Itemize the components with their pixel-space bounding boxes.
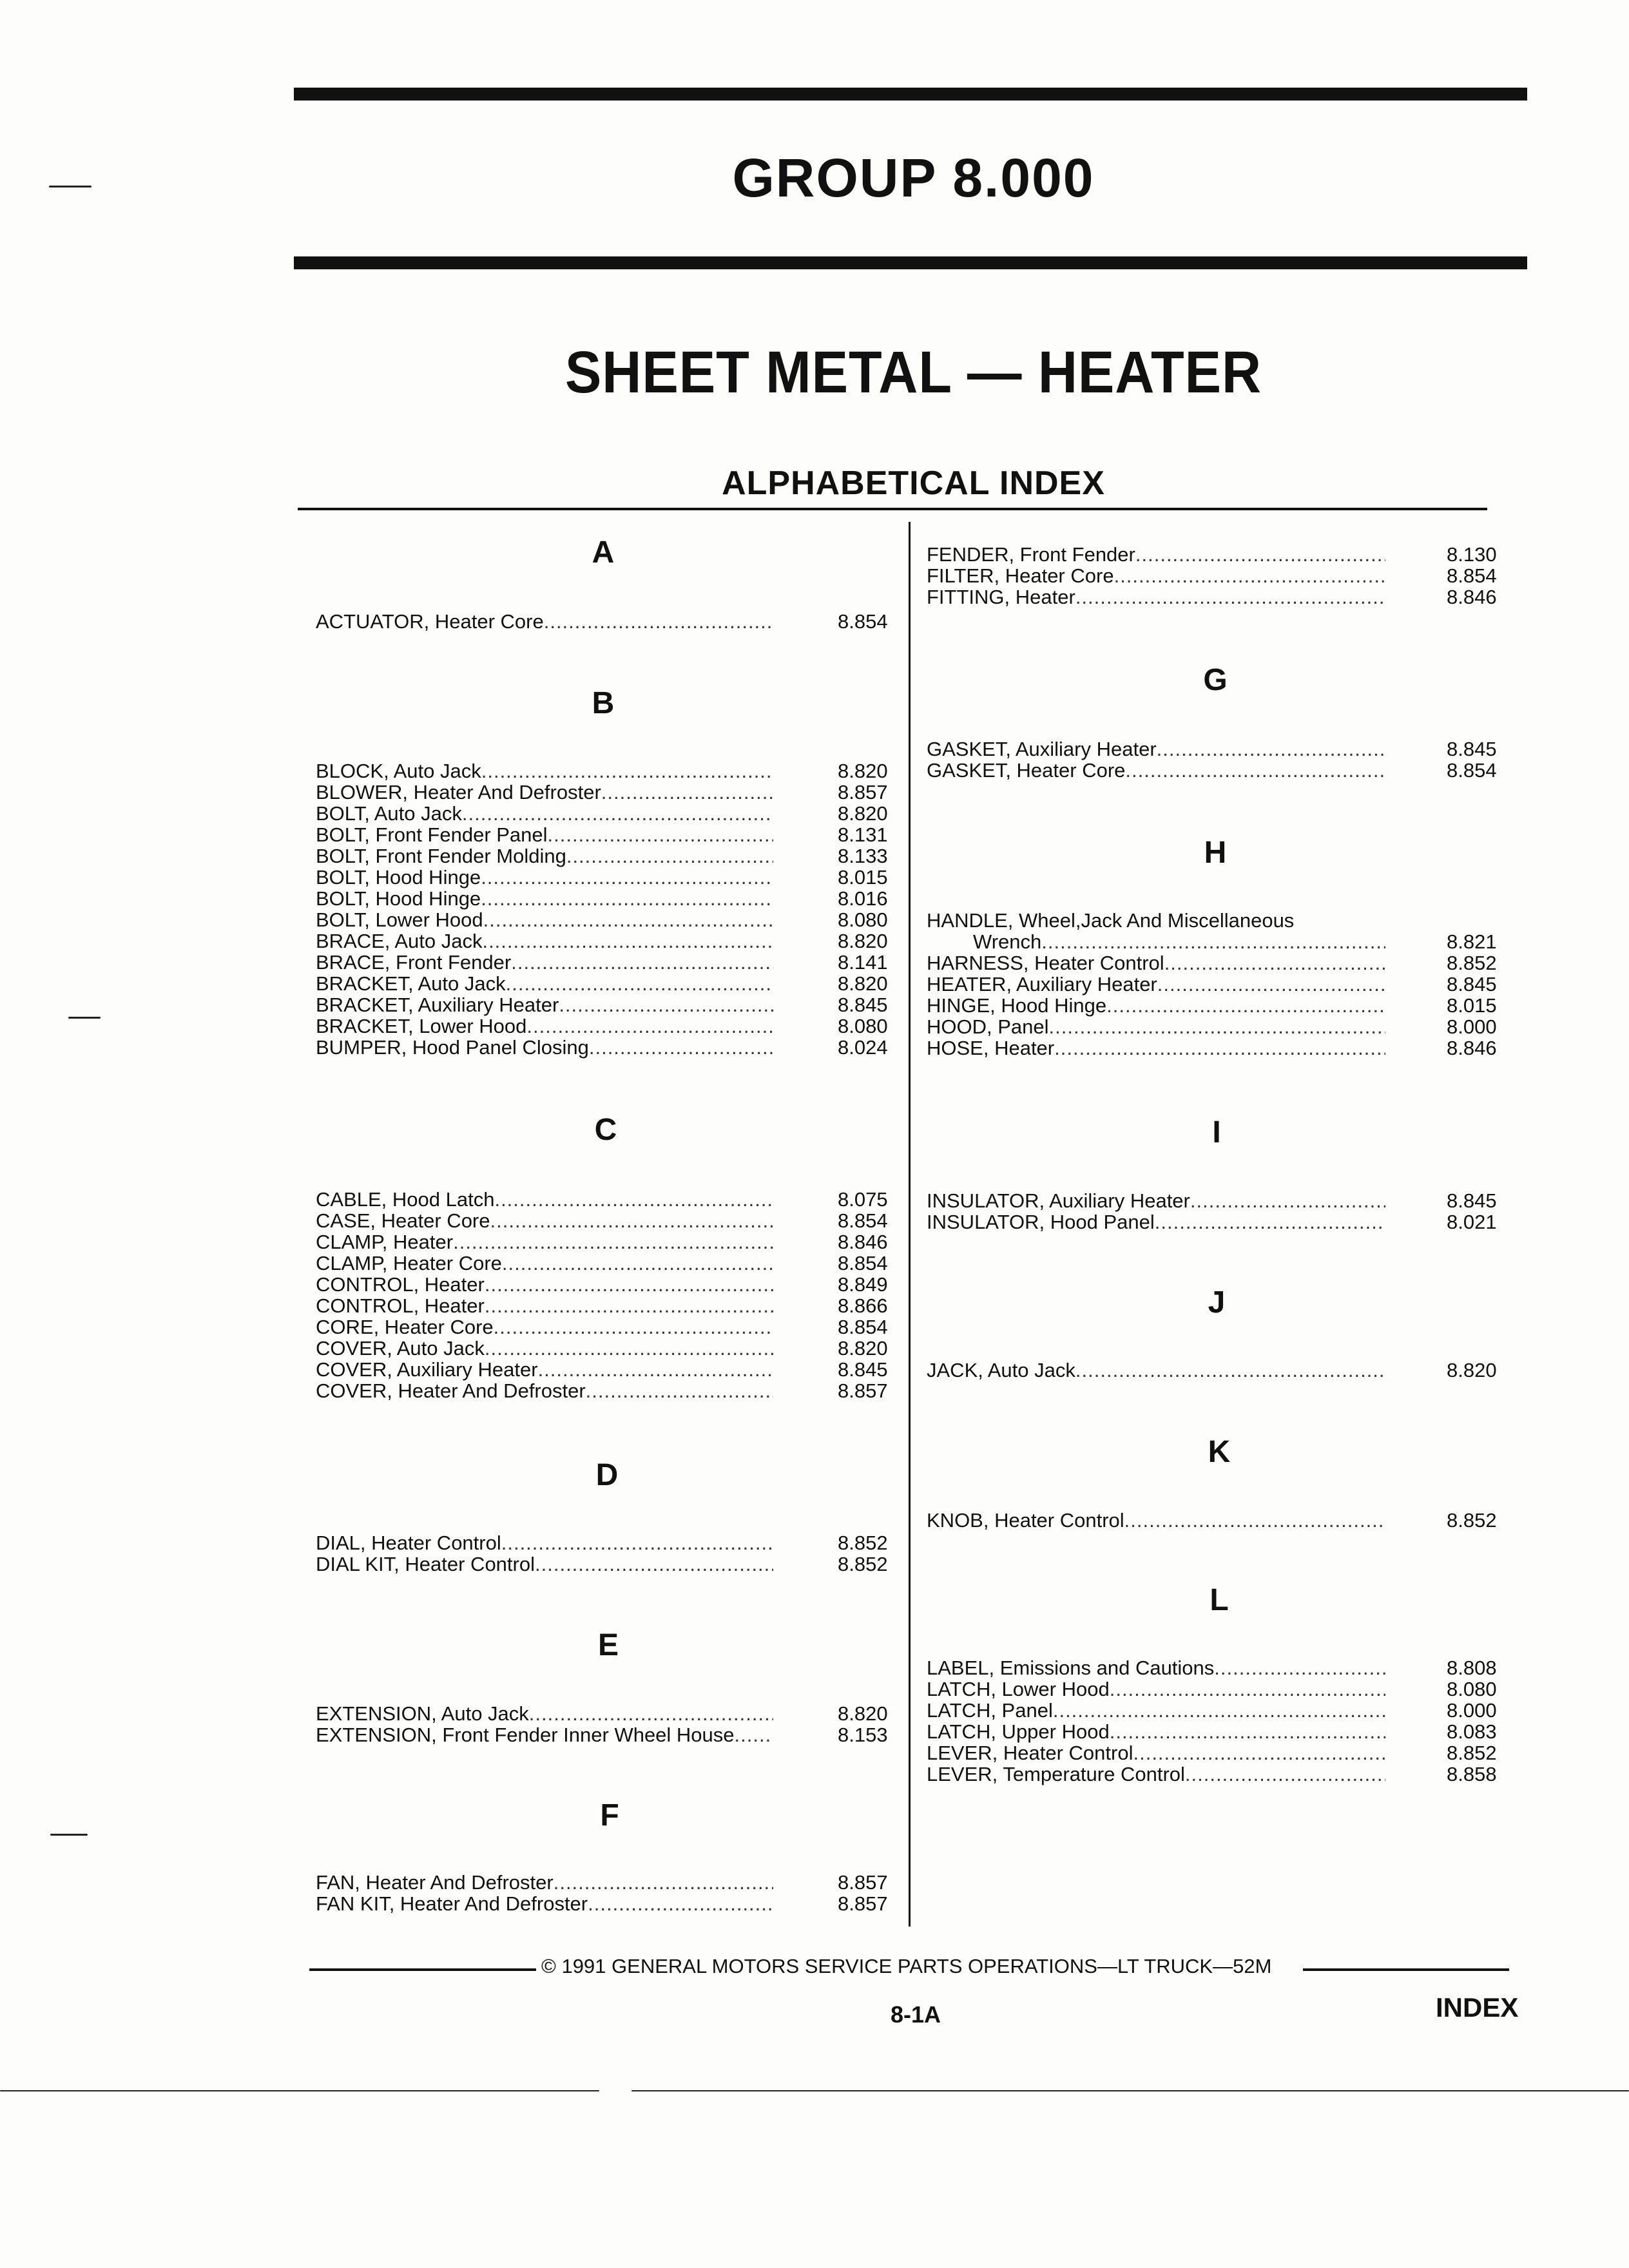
- index-entry: [927, 1510, 1385, 1531]
- entry-code: 8.857: [838, 1379, 888, 1402]
- dot-leader: [1155, 1211, 1385, 1233]
- index-heading: ALPHABETICAL INDEX: [722, 465, 1105, 502]
- entry-label: ACTUATOR, Heater Core: [316, 610, 544, 633]
- entry-label: FAN KIT, Heater And Defroster: [316, 1892, 588, 1915]
- top-rule: [294, 88, 1527, 101]
- dot-leader: [481, 867, 773, 888]
- entry-label: BOLT, Hood Hinge: [316, 887, 481, 910]
- dot-leader: [566, 845, 773, 867]
- index-entry: [316, 1893, 773, 1914]
- entry-label: BLOWER, Heater And Defroster: [316, 781, 601, 803]
- section-letter: B: [592, 686, 615, 720]
- dot-leader: [462, 803, 773, 824]
- section-label: INDEX: [1436, 1992, 1519, 2023]
- dot-leader: [511, 952, 773, 973]
- dot-leader: [506, 973, 773, 994]
- entry-code: 8.016: [838, 887, 888, 910]
- entry-code: 8.852: [1447, 952, 1497, 974]
- dot-leader: [589, 1037, 773, 1058]
- entry-label: CASE, Heater Core: [316, 1209, 490, 1232]
- index-entry: [316, 952, 773, 973]
- margin-mark: [49, 186, 92, 187]
- entry-label: DIAL, Heater Control: [316, 1532, 501, 1554]
- index-entry: [316, 1532, 773, 1553]
- dot-leader: [485, 1295, 773, 1316]
- footer-rule-left: [309, 1968, 536, 1971]
- entry-label: CORE, Heater Core: [316, 1316, 494, 1338]
- dot-leader: [1110, 1721, 1385, 1742]
- index-entry: [927, 544, 1385, 565]
- index-entry: [973, 931, 1385, 952]
- entry-label: GASKET, Heater Core: [927, 759, 1126, 782]
- index-entry: [927, 1360, 1385, 1381]
- entry-code: 8.820: [838, 930, 888, 952]
- dot-leader: [1164, 952, 1385, 974]
- index-entry: [927, 760, 1385, 781]
- entry-label: BRACE, Auto Jack: [316, 930, 483, 952]
- index-entry: [316, 1359, 773, 1380]
- dot-leader: [1075, 586, 1385, 608]
- index-entry: [316, 1338, 773, 1359]
- index-entry: [316, 1553, 773, 1575]
- dot-leader: [559, 994, 773, 1015]
- entry-label: LEVER, Heater Control: [927, 1742, 1133, 1764]
- entry-label: CONTROL, Heater: [316, 1294, 485, 1317]
- entry-label: CONTROL, Heater: [316, 1273, 485, 1296]
- dot-leader: [735, 1724, 773, 1745]
- entry-code: 8.857: [838, 1892, 888, 1915]
- dot-leader: [1106, 995, 1385, 1016]
- entry-code: 8.845: [1447, 973, 1497, 995]
- dot-leader: [538, 1359, 773, 1380]
- entry-code: 8.849: [838, 1273, 888, 1296]
- dot-leader: [1041, 931, 1385, 952]
- dot-leader: [1114, 565, 1385, 586]
- entry-code: 8.854: [838, 610, 888, 633]
- dot-leader: [535, 1553, 773, 1575]
- entry-label: COVER, Auxiliary Heater: [316, 1358, 538, 1381]
- dot-leader: [494, 1189, 773, 1210]
- entry-code: 8.808: [1447, 1657, 1497, 1679]
- entry-code: 8.854: [838, 1316, 888, 1338]
- section-letter: F: [600, 1798, 619, 1832]
- entry-label: LABEL, Emissions and Cautions: [927, 1657, 1215, 1679]
- dot-leader: [490, 1210, 774, 1231]
- index-entry: [927, 974, 1385, 995]
- entry-label: BRACKET, Auto Jack: [316, 972, 506, 995]
- dot-leader: [588, 1893, 773, 1914]
- dot-leader: [1125, 760, 1385, 781]
- entry-label: FENDER, Front Fender: [927, 543, 1135, 566]
- margin-mark: [50, 1834, 88, 1836]
- index-entry: [316, 1015, 773, 1037]
- index-entry: [927, 1721, 1385, 1742]
- entry-code: 8.845: [1447, 1189, 1497, 1212]
- section-letter: H: [1204, 836, 1227, 870]
- entry-code: 8.845: [838, 994, 888, 1016]
- entry-code: 8.130: [1447, 543, 1497, 566]
- index-entry: [316, 824, 773, 845]
- entry-label: JACK, Auto Jack: [927, 1359, 1075, 1381]
- section-letter: C: [594, 1113, 617, 1147]
- entry-code: 8.075: [838, 1188, 888, 1211]
- entry-label: HOOD, Panel: [927, 1015, 1049, 1038]
- entry-code: 8.083: [1447, 1720, 1497, 1743]
- entry-label: HEATER, Auxiliary Heater: [927, 973, 1157, 995]
- index-entry: [927, 1037, 1385, 1059]
- entry-code: 8.854: [838, 1252, 888, 1274]
- entry-code: 8.080: [1447, 1678, 1497, 1700]
- dot-leader: [485, 1274, 773, 1295]
- entry-code: 8.820: [1447, 1359, 1497, 1381]
- index-entry: [927, 910, 1385, 931]
- entry-code: 8.854: [1447, 759, 1497, 782]
- dot-leader: [483, 909, 773, 930]
- dot-leader: [526, 1015, 773, 1037]
- section-letter: E: [597, 1628, 619, 1662]
- entry-code: 8.857: [838, 1871, 888, 1894]
- margin-mark: [68, 1017, 101, 1019]
- index-entry: [927, 1678, 1385, 1700]
- index-entry: [927, 1211, 1385, 1233]
- dot-leader: [1190, 1190, 1385, 1211]
- index-entry: [927, 1763, 1385, 1785]
- dot-leader: [601, 782, 773, 803]
- entry-label: BOLT, Auto Jack: [316, 802, 462, 825]
- dot-leader: [481, 888, 773, 909]
- entry-label: LEVER, Temperature Control: [927, 1763, 1185, 1785]
- dot-leader: [494, 1316, 773, 1338]
- index-entry: [316, 994, 773, 1015]
- entry-code: 8.854: [1447, 564, 1497, 587]
- entry-label: FILTER, Heater Core: [927, 564, 1114, 587]
- index-entry: [316, 1253, 773, 1274]
- entry-label: FITTING, Heater: [927, 586, 1075, 608]
- entry-code: 8.131: [838, 823, 888, 846]
- entry-code: 8.820: [838, 972, 888, 995]
- entry-label: BRACKET, Auxiliary Heater: [316, 994, 559, 1016]
- entry-label: LATCH, Panel: [927, 1699, 1053, 1722]
- entry-label: BOLT, Front Fender Molding: [316, 845, 566, 867]
- entry-code: 8.000: [1447, 1015, 1497, 1038]
- index-entry: [927, 1742, 1385, 1763]
- index-entry: [927, 1016, 1385, 1037]
- entry-code: 8.024: [838, 1036, 888, 1059]
- dot-leader: [529, 1703, 773, 1724]
- group-title: GROUP 8.000: [732, 148, 1095, 208]
- entry-code: 8.852: [1447, 1742, 1497, 1764]
- column-divider: [909, 522, 911, 1927]
- page-number: 8-1A: [891, 2001, 941, 2028]
- index-entry: [316, 867, 773, 888]
- index-entry: [927, 1700, 1385, 1721]
- index-entry: [927, 995, 1385, 1016]
- dot-leader: [586, 1380, 773, 1401]
- entry-code: 8.015: [838, 866, 888, 889]
- entry-label: FAN, Heater And Defroster: [316, 1871, 554, 1894]
- entry-code: 8.000: [1447, 1699, 1497, 1722]
- entry-label: BOLT, Front Fender Panel: [316, 823, 548, 846]
- dot-leader: [1185, 1763, 1385, 1785]
- entry-label: LATCH, Lower Hood: [927, 1678, 1110, 1700]
- entry-label: BLOCK, Auto Jack: [316, 760, 481, 782]
- index-entry: [316, 845, 773, 867]
- index-entry: [927, 586, 1385, 608]
- entry-code: 8.857: [838, 781, 888, 803]
- copyright-text: © 1991 GENERAL MOTORS SERVICE PARTS OPERATIONS—LT TRUCK—52M: [541, 1955, 1272, 1977]
- entry-label: INSULATOR, Hood Panel: [927, 1211, 1155, 1233]
- entry-label: BOLT, Lower Hood: [316, 908, 483, 931]
- index-entry: [316, 1316, 773, 1338]
- dot-leader: [1110, 1678, 1385, 1700]
- entry-code: 8.821: [1447, 930, 1497, 953]
- entry-code: 8.820: [838, 1702, 888, 1725]
- entry-code: 8.846: [1447, 586, 1497, 608]
- index-entry: [927, 738, 1385, 760]
- entry-label: HANDLE, Wheel,Jack And Miscellaneous: [927, 909, 1295, 932]
- entry-code: 8.858: [1447, 1763, 1497, 1785]
- entry-code: 8.153: [838, 1724, 888, 1746]
- dot-leader: [548, 824, 773, 845]
- entry-code: 8.846: [838, 1231, 888, 1253]
- index-entry: [316, 1189, 773, 1210]
- index-entry: [316, 973, 773, 994]
- entry-label: INSULATOR, Auxiliary Heater: [927, 1189, 1190, 1212]
- entry-label: CABLE, Hood Latch: [316, 1188, 495, 1211]
- dot-leader: [1124, 1510, 1385, 1531]
- entry-code: 8.080: [838, 1015, 888, 1037]
- index-entry: [316, 1037, 773, 1058]
- section-letter: G: [1203, 663, 1228, 697]
- entry-label: EXTENSION, Auto Jack: [316, 1702, 529, 1725]
- footer-rule-right: [1303, 1968, 1509, 1971]
- index-entry: [316, 1872, 773, 1893]
- index-entry: [316, 1380, 773, 1401]
- second-rule: [294, 256, 1527, 269]
- entry-label: CLAMP, Heater Core: [316, 1252, 502, 1274]
- dot-leader: [1054, 1037, 1385, 1059]
- entry-code: 8.852: [1447, 1509, 1497, 1532]
- entry-label: HARNESS, Heater Control: [927, 952, 1164, 974]
- entry-label: HINGE, Hood Hinge: [927, 994, 1107, 1017]
- dot-leader: [482, 930, 773, 952]
- entry-label: EXTENSION, Front Fender Inner Wheel House: [316, 1724, 735, 1746]
- entry-label: BUMPER, Hood Panel Closing: [316, 1036, 589, 1059]
- dot-leader: [1135, 544, 1385, 565]
- index-entry: [316, 1703, 773, 1724]
- index-entry: [316, 760, 773, 782]
- entry-code: 8.021: [1447, 1211, 1497, 1233]
- entry-label: DIAL KIT, Heater Control: [316, 1553, 535, 1575]
- entry-label: KNOB, Heater Control: [927, 1509, 1124, 1532]
- dot-leader: [1053, 1700, 1385, 1721]
- entry-code: 8.820: [838, 1337, 888, 1360]
- section-letter: K: [1208, 1435, 1231, 1469]
- dot-leader: [501, 1532, 773, 1553]
- dot-leader: [1214, 1657, 1385, 1678]
- entry-label: COVER, Auto Jack: [316, 1337, 485, 1360]
- section-letter: D: [595, 1458, 619, 1492]
- entry-code: 8.820: [838, 760, 888, 782]
- entry-code: 8.852: [838, 1553, 888, 1575]
- section-letter: J: [1208, 1285, 1226, 1320]
- bottom-scan-line: [0, 2090, 599, 2091]
- page-title: SHEET METAL — HEATER: [564, 340, 1262, 405]
- dot-leader: [1049, 1016, 1385, 1037]
- entry-code: 8.845: [838, 1358, 888, 1381]
- index-entry: [927, 565, 1385, 586]
- dot-leader: [485, 1338, 773, 1359]
- section-letter: A: [592, 535, 615, 570]
- entry-code: 8.141: [838, 951, 888, 974]
- entry-code: 8.845: [1447, 738, 1497, 760]
- index-entry: [316, 1231, 773, 1253]
- entry-code: 8.820: [838, 802, 888, 825]
- index-entry: [927, 952, 1385, 974]
- section-letter: I: [1212, 1115, 1221, 1149]
- dot-leader: [1075, 1360, 1385, 1381]
- dot-leader: [1133, 1742, 1385, 1763]
- entry-label: LATCH, Upper Hood: [927, 1720, 1110, 1743]
- index-entry: [316, 611, 773, 632]
- dot-leader: [481, 760, 773, 782]
- entry-label: BRACE, Front Fender: [316, 951, 512, 974]
- entry-label: HOSE, Heater: [927, 1037, 1055, 1059]
- dot-leader: [1157, 974, 1385, 995]
- index-entry: [316, 1210, 773, 1231]
- dot-leader: [544, 611, 773, 632]
- index-entry: [316, 1724, 773, 1745]
- index-entry: [316, 1274, 773, 1295]
- dot-leader: [453, 1231, 773, 1253]
- dot-leader: [1157, 738, 1385, 760]
- entry-label: CLAMP, Heater: [316, 1231, 454, 1253]
- entry-label: BOLT, Hood Hinge: [316, 866, 481, 889]
- index-entry: [316, 930, 773, 952]
- entry-code: 8.846: [1447, 1037, 1497, 1059]
- index-entry: [927, 1657, 1385, 1678]
- entry-label: Wrench: [973, 930, 1042, 953]
- index-entry: [927, 1190, 1385, 1211]
- entry-code: 8.015: [1447, 994, 1497, 1017]
- index-entry: [316, 782, 773, 803]
- entry-label: GASKET, Auxiliary Heater: [927, 738, 1157, 760]
- bottom-scan-line: [631, 2090, 1629, 2091]
- entry-code: 8.854: [838, 1209, 888, 1232]
- index-entry: [316, 1295, 773, 1316]
- entry-code: 8.852: [838, 1532, 888, 1554]
- section-letter: L: [1210, 1583, 1229, 1617]
- entry-code: 8.133: [838, 845, 888, 867]
- index-entry: [316, 803, 773, 824]
- entry-code: 8.866: [838, 1294, 888, 1317]
- dot-leader: [502, 1253, 773, 1274]
- index-rule: [298, 508, 1487, 510]
- index-entry: [316, 888, 773, 909]
- index-entry: [316, 909, 773, 930]
- entry-code: 8.080: [838, 908, 888, 931]
- entry-label: BRACKET, Lower Hood: [316, 1015, 527, 1037]
- dot-leader: [554, 1872, 773, 1893]
- entry-label: COVER, Heater And Defroster: [316, 1379, 586, 1402]
